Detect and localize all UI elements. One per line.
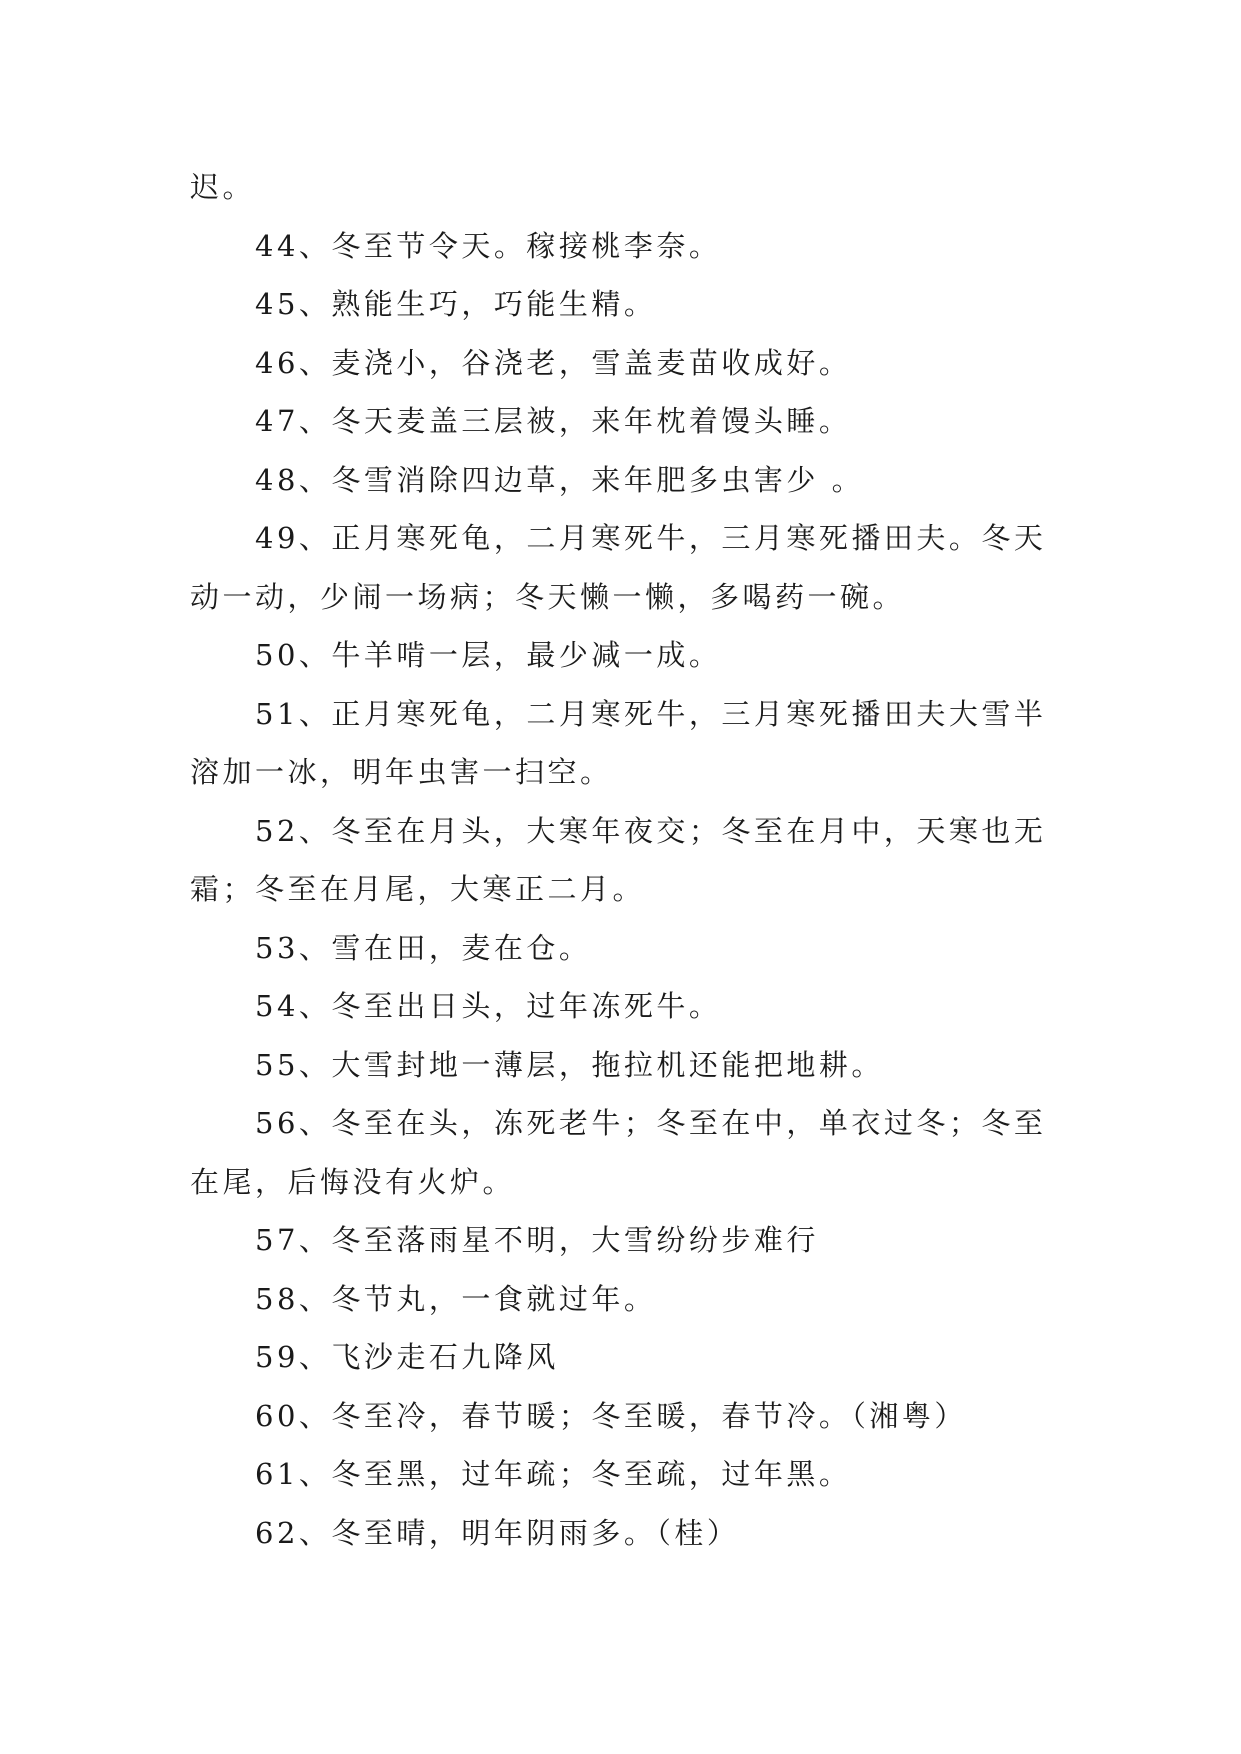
proverb-46: 46、麦浇小，谷浇老，雪盖麦苗收成好。 bbox=[255, 345, 852, 380]
proverb-59: 59、飞沙走石九降风 bbox=[255, 1340, 559, 1374]
proverb-51: 51、正月寒死龟，二月寒死牛，三月寒死播田夫大雪半溶加一冰，明年虫害一扫空。 bbox=[190, 696, 1047, 789]
proverb-44: 44、冬至节令天。稼接桃李奈。 bbox=[255, 228, 722, 263]
paragraph-continuation: 迟。 bbox=[190, 170, 256, 204]
proverb-60: 60、冬至冷，春节暖；冬至暖，春节冷。（湘粤） bbox=[255, 1398, 967, 1433]
proverb-49: 49、正月寒死龟，二月寒死牛，三月寒死播田夫。冬天动一动，少闹一场病；冬天懒一懒，多喝药一碗。 bbox=[190, 521, 1047, 614]
proverb-57: 57、冬至落雨星不明，大雪纷纷步难行 bbox=[255, 1223, 819, 1257]
document-body bbox=[190, 158, 1060, 1562]
proverb-61: 61、冬至黑，过年疏；冬至疏，过年黑。 bbox=[255, 1457, 852, 1491]
proverb-52: 52、冬至在月头，大寒年夜交；冬至在月中，天寒也无霜；冬至在月尾，大寒正二月。 bbox=[190, 813, 1047, 906]
proverb-45: 45、熟能生巧，巧能生精。 bbox=[255, 287, 657, 321]
proverb-50: 50、牛羊啃一层，最少减一成。 bbox=[255, 638, 722, 672]
proverb-48: 48、冬雪消除四边草，来年肥多虫害少 。 bbox=[255, 462, 865, 497]
proverb-55: 55、大雪封地一薄层，拖拉机还能把地耕。 bbox=[255, 1047, 884, 1082]
proverb-58: 58、冬节丸，一食就过年。 bbox=[255, 1281, 657, 1316]
proverb-54: 54、冬至出日头，过年冻死牛。 bbox=[255, 989, 722, 1023]
proverb-62: 62、冬至晴，明年阴雨多。（桂） bbox=[255, 1515, 740, 1550]
proverb-47: 47、冬天麦盖三层被，来年枕着馒头睡。 bbox=[255, 404, 852, 438]
proverb-56: 56、冬至在头，冻死老牛；冬至在中，单衣过冬；冬至在尾，后悔没有火炉。 bbox=[190, 1106, 1047, 1199]
proverb-53: 53、雪在田，麦在仓。 bbox=[255, 930, 592, 965]
